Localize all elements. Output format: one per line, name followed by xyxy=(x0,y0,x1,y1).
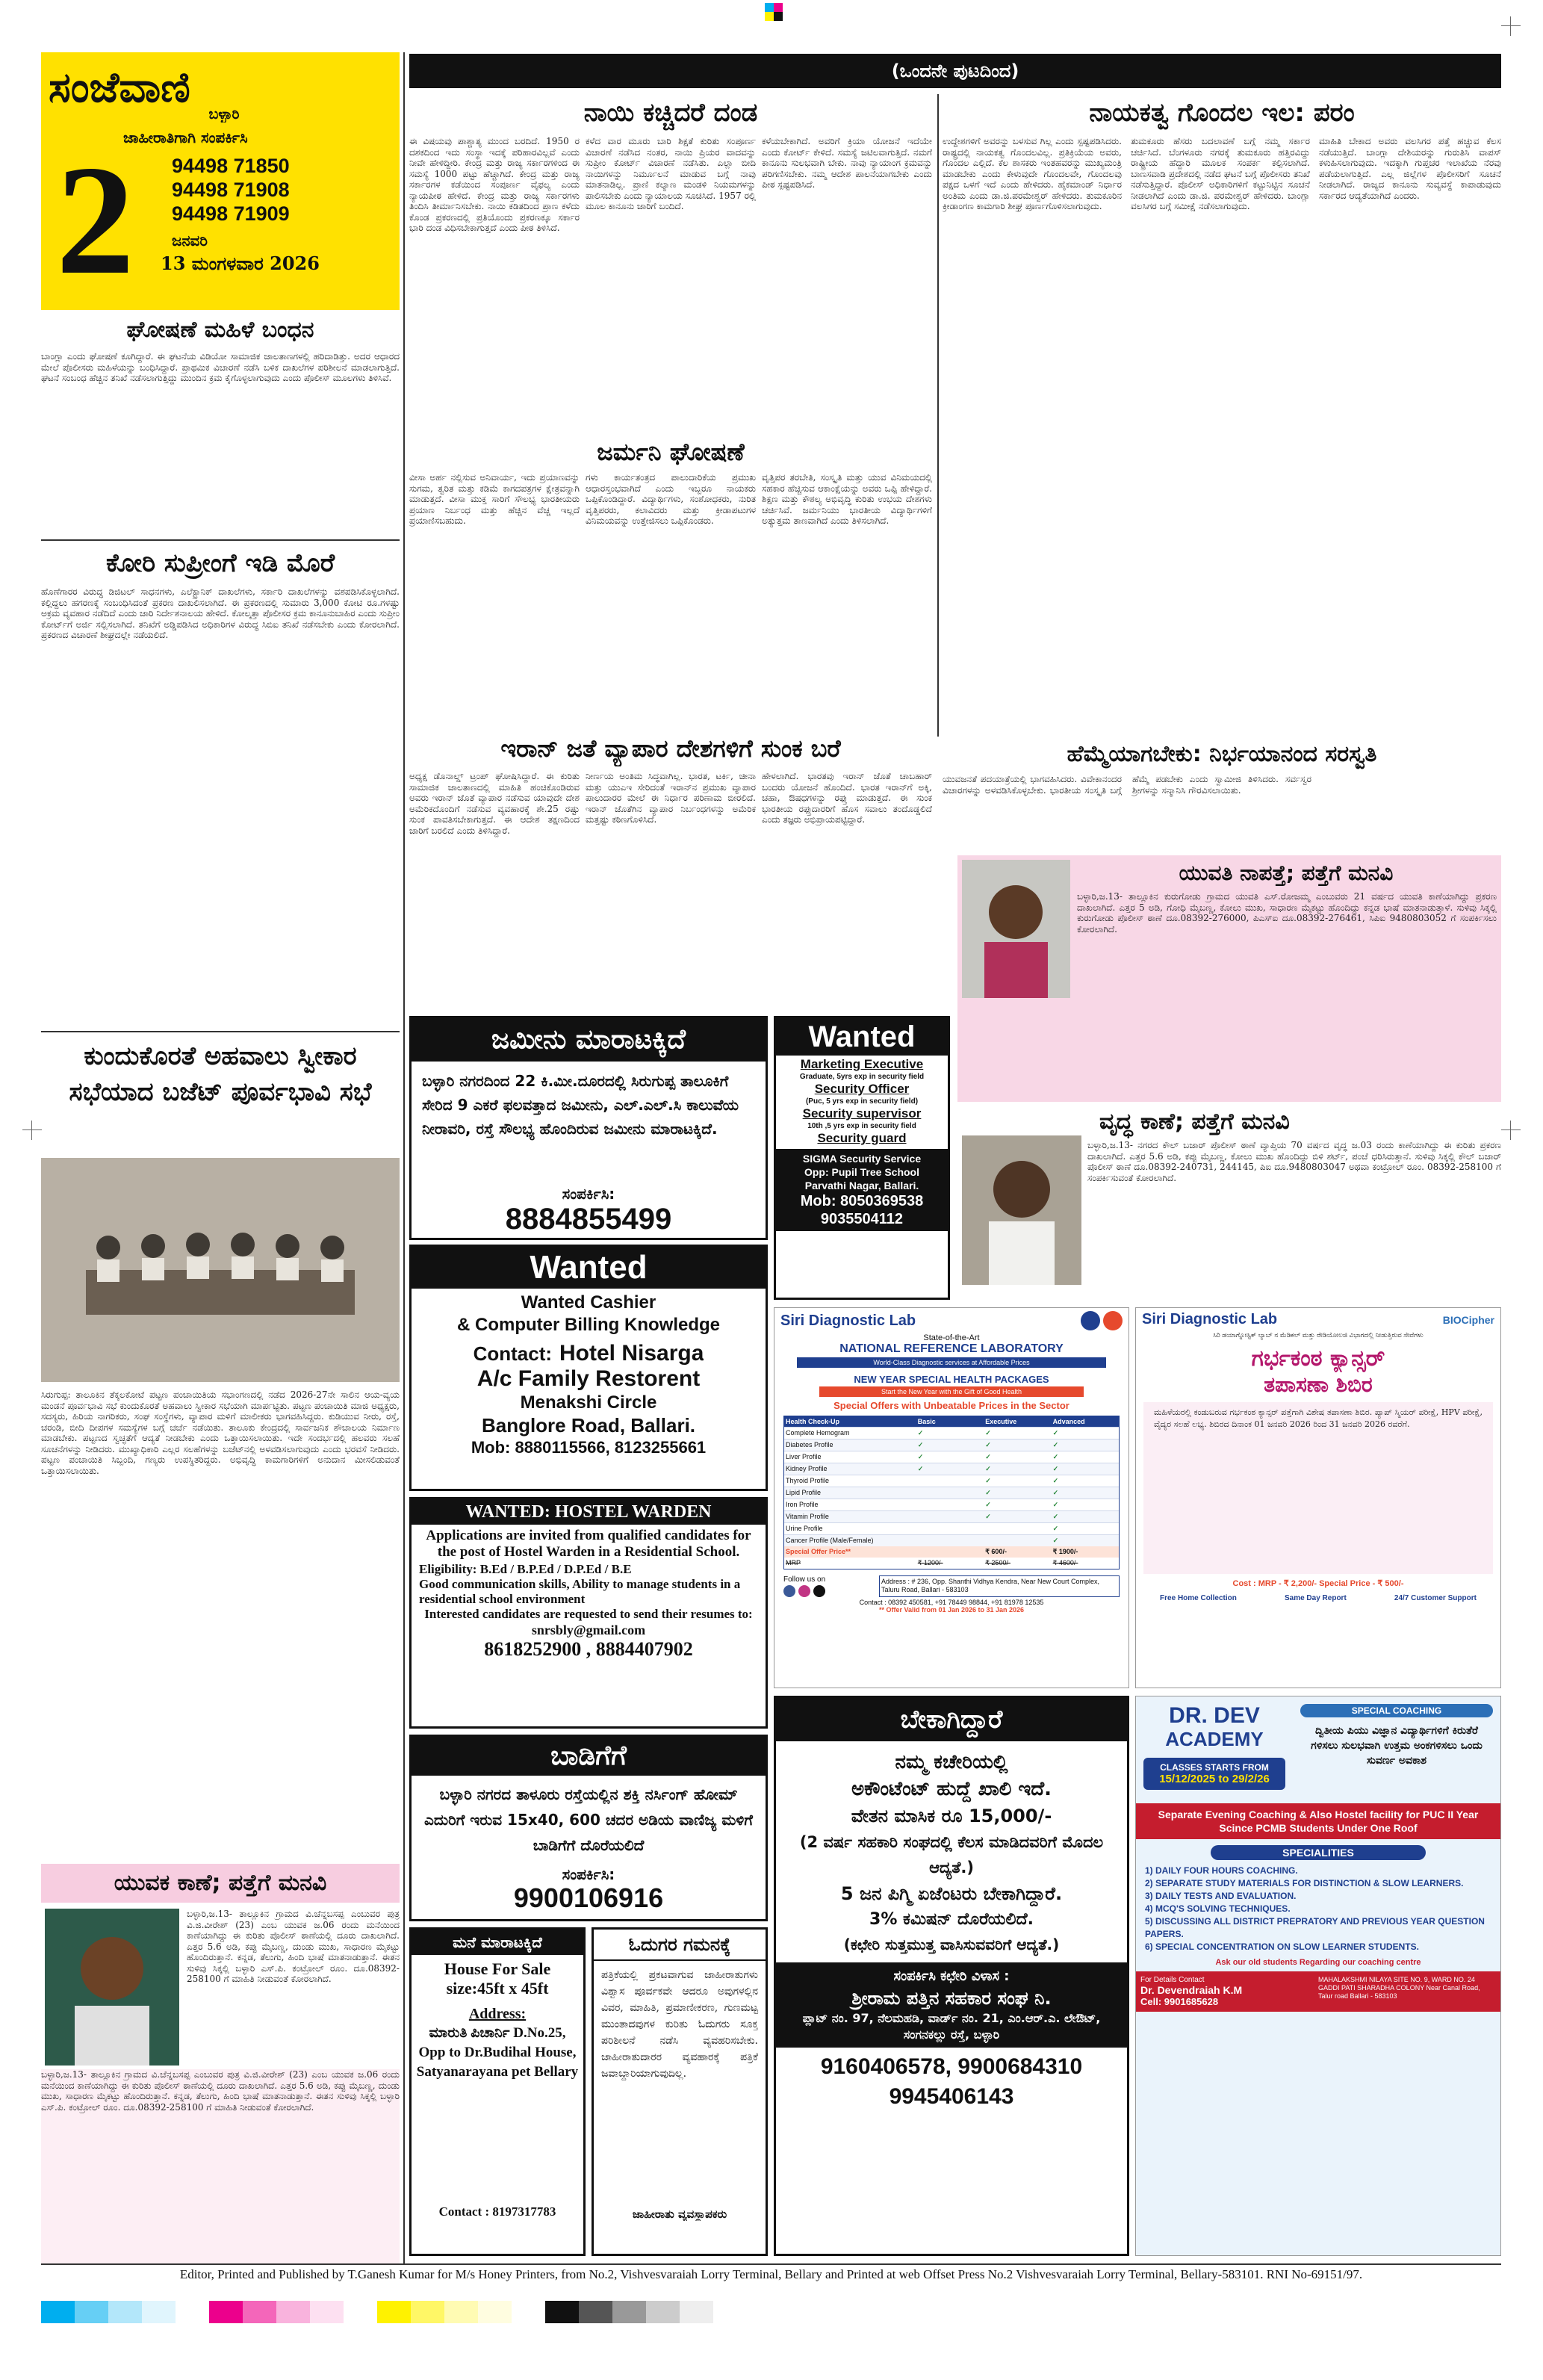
hostel-warden-phones[interactable]: 8618252900 , 8884407902 xyxy=(484,1638,693,1660)
leadership-body-3: ಮಾಹಿತಿ ಬೇಕಾದ ಅವರು ವಲಸಿಗರ ಪತ್ತೆ ಹಚ್ಚುವ ಕೆಲಸ ನಡೆಯುತ್ತಿದೆ. ಬಾಂಗ್ಲಾ ದೇಶಿಯರನ್ನು ಗುರುತಿಸಿ ವಾಪಸ್ ಕಳುಹಿಸಲಾಗುವುದು. ಇದಕ್ಕಾಗಿ ಗುಪ್ತಚರ ಇಲಾಖೆಯ ನೆರವು ಪಡೆಯಲಾಗುತ್ತಿದೆ. ಎಲ್ಲ ಜಿಲ್ಲೆಗಳ ಪೊಲೀಸರಿಗೆ ಸೂಚನೆ ನೀಡಲಾಗಿದೆ. ರಾಜ್ಯದ ಕಾನೂನು ಸುವ್ಯವಸ್ಥೆ ಕಾಪಾಡುವುದು ಸರ್ಕಾರದ ಆದ್ಯತೆಯಾಗಿದೆ ಎಂದರು. xyxy=(1319,136,1501,201)
price-advanced: ₹ 1900/- xyxy=(1052,1548,1078,1555)
imprint-footer: Editor, Printed and Published by T.Ganesh Kumar for M/s Honey Printers, from No.2, Vishvesvaraiah Lorry Terminal, Bellary and Printed at web Offset Press No.2 Vishvesvaraiah Lorry Terminal, Bellary-583101. RNI No-69151/97. xyxy=(179,2267,1363,2281)
academy-speciality-item: 6) SPECIAL CONCENTRATION ON SLOW LEARNER STUDENTS. xyxy=(1145,1942,1419,1952)
table-header-executive: Executive xyxy=(985,1418,1017,1425)
biocipher-logo: BIOCipher xyxy=(1442,1313,1494,1326)
health-table-row xyxy=(784,1439,1119,1451)
hostel-warden-body: Applications are invited from qualified candidates for the post of Hostel Warden in a Residential School. xyxy=(426,1528,751,1560)
check-icon xyxy=(916,1487,984,1499)
job-addr: ಪ್ಲಾಟ್ ನಂ. 97, ನೆಲಮಹಡಿ, ವಾರ್ಡ್ ನಂ. 21, ಎಂ.ಆರ್.ಎ. ಲೇಔಟ್, ಸಂಗನಕಲ್ಲು ರಸ್ತೆ, ಬಳ್ಳಾರಿ xyxy=(802,2011,1101,2042)
continued-banner: (ಒಂದನೇ ಪುಟದಿಂದ) xyxy=(409,54,1501,88)
academy-dates: 15/12/2025 to 29/2/26 xyxy=(1159,1773,1270,1785)
masthead-title: ಸಂಜೆವಾಣಿ xyxy=(49,63,190,112)
dog-fine-body-2: ಕಳೆದ ವಾರ ಮೂರು ಬಾರಿ ಶಿಕ್ಷತೆ ಕುರಿತು ಸಂಪೂರ್ಣ ವಿಚಾರಣೆ ನಡೆಸಿದ ನಂತರ, ನಾಯಿ ಪ್ರಿಯರ ವಾದವನ್ನು ಸುಪ್ರೀಂ ಕೋರ್ಟ್ ವಿಚಾರಣೆ ನಡೆಸಿತು. ಎಲ್ಲಾ ಬೀದಿ ನಾಯಿಗಳನ್ನು ನಿರ್ಮೂಲನೆ ಮಾಡುವ ಬಗ್ಗೆ ನಾವು ಮಾತನಾಡಿಲ್ಲ. ಪ್ರಾಣಿ ಕಲ್ಯಾಣ ಮಂಡಳಿ ನಿಯಮಗಳನ್ನು ಪಾಲಿಸಬೇಕು ಎಂದು ನ್ಯಾಯಾಲಯ ಸೂಚಿಸಿದೆ. 1957 ರಲ್ಲಿ ಮೂಲ ಕಾನೂನು ಜಾರಿಗೆ ಬಂದಿದೆ. xyxy=(586,136,756,211)
siri-health-contact[interactable]: Contact : 08392 450581, +91 78449 98844, +91 81978 12535 xyxy=(859,1599,1044,1606)
academy-title: DR. DEV xyxy=(1169,1704,1260,1728)
health-test-name: Kidney Profile xyxy=(786,1465,828,1472)
germany-body-3: ವೃತ್ತಿಪರ ತರಬೇತಿ, ಸಂಸ್ಕೃತಿ ಮತ್ತು ಯುವ ವಿನಿಮಯದಲ್ಲಿ ಸಹಕಾರ ಹೆಚ್ಚಿಸುವ ಆಕಾಂಕ್ಷೆಯನ್ನು ಅವರು ಒಪ್ಪಿ ಹೇಳಿದ್ದಾರೆ. ಶಿಕ್ಷಣ ಮತ್ತು ಕೌಶಲ್ಯ ಅಭಿವೃದ್ಧಿ ಕುರಿತು ಉಭಯ ದೇಶಗಳು ಚರ್ಚಿಸಿವೆ. ಜರ್ಮನಿಯು ಭಾರತೀಯ ವಿದ್ಯಾರ್ಥಿಗಳಿಗೆ ಅತ್ಯುತ್ತಮ ತಾಣವಾಗಿದೆ ಎಂದು ತಿಳಿಸಲಾಗಿದೆ. xyxy=(762,472,932,526)
masthead-box xyxy=(41,52,400,310)
health-test-name: Liver Profile xyxy=(786,1453,822,1460)
academy-band: Separate Evening Coaching & Also Hostel facility for PUC II Year Scince PCMB Students Under One Roof xyxy=(1136,1803,1500,1839)
check-icon xyxy=(916,1523,984,1534)
health-table-row xyxy=(784,1499,1119,1510)
job-exp: (2 ವರ್ಷ ಸಹಕಾರಿ ಸಂಘದಲ್ಲಿ ಕೆಲಸ ಮಾಡಿದವರಿಗೆ ಮೊದಲ ಆದ್ಯತೆ.) xyxy=(799,1833,1104,1877)
crop-mark-icon xyxy=(22,1121,42,1140)
check-icon: ✓ xyxy=(985,1513,991,1520)
academy-address: MAHALAKSHMI NILAYA SITE NO. 9, WARD NO. 24 GADDI PATI SHARADHA COLONY Near Canal Road, Talur road Ballari - 583103 xyxy=(1318,1976,1480,2000)
job-office-label: ಸಂಪರ್ಕಿಸಿ ಕಛೇರಿ ವಿಳಾಸ : xyxy=(893,1968,1010,1984)
wanted-cashier-line2: & Computer Billing Knowledge xyxy=(457,1315,720,1335)
check-icon: ✓ xyxy=(1052,1477,1059,1484)
x-icon[interactable] xyxy=(813,1585,825,1597)
wanted-cashier-hotel: Hotel Nisarga xyxy=(559,1341,704,1366)
hostel-warden-ad[interactable] xyxy=(409,1497,768,1729)
check-icon: ✓ xyxy=(985,1465,991,1472)
check-icon: ✓ xyxy=(1052,1537,1059,1544)
siri-cancer-cost: Cost : MRP - ₹ 2,200/- Special Price - ₹ 500/- xyxy=(1232,1579,1404,1588)
academy-doctor: Dr. Devendraiah K.M xyxy=(1140,1984,1243,1996)
health-table-row xyxy=(784,1522,1119,1534)
check-icon: ✓ xyxy=(1052,1525,1059,1532)
job-pref: (ಕಛೇರಿ ಸುತ್ತಮುತ್ತ ವಾಸಿಸುವವರಿಗೆ ಆದ್ಯತೆ.) xyxy=(843,1936,1060,1953)
security-mob2[interactable]: 9035504112 xyxy=(820,1211,904,1227)
check-icon: ✓ xyxy=(985,1501,991,1508)
check-icon: ✓ xyxy=(917,1465,924,1472)
check-icon: ✓ xyxy=(985,1489,991,1496)
health-test-name: Thyroid Profile xyxy=(786,1477,830,1484)
iran-body-1: ಅಧ್ಯಕ್ಷ ಡೊನಾಲ್ಡ್ ಟ್ರಂಪ್ ಘೋಷಿಸಿದ್ದಾರೆ. ಈ ಕುರಿತು ಸಾಮಾಜಿಕ ಜಾಲತಾಣದಲ್ಲಿ ಮಾಹಿತಿ ಹಂಚಿಕೊಂಡಿರುವ ಅವರು ಇರಾನ್ ಜೊತೆ ವ್ಯಾಪಾರ ನಡೆಸುವ ಯಾವುದೇ ದೇಶ ಅಮೆರಿಕದೊಂದಿಗೆ ನಡೆಸುವ ವ್ಯವಹಾರಕ್ಕೆ ಶೇ.25 ರಷ್ಟು ಸುಂಕ ಪಾವತಿಸಬೇಕಾಗುತ್ತದೆ. ಈ ಆದೇಶ ತಕ್ಷಣದಿಂದ ಜಾರಿಗೆ ಬರಲಿದೆ ಎಂದು ತಿಳಿಸಿದ್ದಾರೆ. xyxy=(409,771,580,836)
land-sale-ad[interactable] xyxy=(409,1016,768,1240)
job-org: ಶ್ರೀರಾಮ ಪತ್ತಿನ ಸಹಕಾರ ಸಂಘ ನಿ. xyxy=(851,1988,1052,2009)
supreme-body: ಹೊಣೆಗಾರರ ವಿರುದ್ಧ ಡಿಜಿಟಲ್ ಸಾಧನಗಳು, ಎಲೆಕ್ಟ್ರಾನಿಕ್ ದಾಖಲೆಗಳು, ಸರ್ಕಾರಿ ದಾಖಲೆಗಳನ್ನು ವಶಪಡಿಸಿಕೊಳ್ಳಲಾಗಿದೆ. ಕಲ್ಲಿದ್ದಲು ಹಗರಣಕ್ಕೆ ಸಂಬಂಧಿಸಿದಂತೆ ಪ್ರಕರಣ ದಾಖಲಿಸಲಾಗಿದೆ. ಈ ಪ್ರಕರಣದಲ್ಲಿ ಸುಮಾರು 3,000 ಕೋಟಿ ರೂ.ಗಳಷ್ಟು ಅಕ್ರಮ ವ್ಯವಹಾರ ನಡೆದಿದೆ ಎಂದು ಜಾರಿ ನಿರ್ದೇಶನಾಲಯ ಹೇಳಿದೆ. ಕೋಲ್ಕತ್ತಾ ಪೊಲೀಸರ ಕ್ರಮ ಕಾನೂನುಬಾಹಿರ ಎಂದು ಸುಪ್ರೀಂ ಕೋರ್ಟ್‌ಗೆ ಅರ್ಜಿ ಸಲ್ಲಿಸಲಾಗಿದೆ. ತನಿಖೆಗೆ ಅಡ್ಡಿಪಡಿಸಿದ ಅಧಿಕಾರಿಗಳ ವಿರುದ್ಧ ಸಿಬಿಐ ತನಿಖೆ ನಡೆಸಬೇಕು ಎಂದು ಕೋರಲಾಗಿದೆ. ಪ್ರಕರಣದ ವಿಚಾರಣೆ ಶೀಘ್ರದಲ್ಲೇ ನಡೆಯಲಿದೆ. xyxy=(41,586,400,640)
elder-photo xyxy=(962,1135,1081,1285)
security-wanted-ad[interactable] xyxy=(774,1016,950,1300)
job-commission: 3% ಕಮಿಷನ್ ದೊರೆಯಲಿದೆ. xyxy=(869,1910,1034,1929)
accountant-job-ad[interactable] xyxy=(774,1696,1129,2256)
page-number: 2 xyxy=(56,134,134,307)
check-icon xyxy=(984,1535,1051,1546)
siri-cancer-title1: ಗರ್ಭಕಂಠ ಕ್ಯಾನ್ಸರ್ xyxy=(1251,1345,1385,1372)
academy-kn1: ದ್ವಿತೀಯ ಪಿಯು ವಿಜ್ಞಾನ ವಿದ್ಯಾರ್ಥಿಗಳಿಗೆ ಕಿರುತೆರೆ ಗಳಿಸಲು ಸುಲಭವಾಗಿ ಉತ್ತಮ ಅಂಕಗಳಿಸಲು ಒಂದು ಸುವರ್ಣ ಅವಕಾಶ xyxy=(1311,1725,1483,1767)
academy-details: For Details Contact xyxy=(1140,1976,1205,1984)
leadership-headline: ನಾಯಕತ್ವ ಗೊಂದಲ ಇಲ: ಪರಂ xyxy=(1089,98,1355,128)
dog-fine-body-1: ಈ ವಿಷಯವು ಪಾಶ್ಚಾತ್ಯ ಮುಂದ ಬರದಿದೆ. 1950 ರ ದಶಕದಿಂದ ಇದು ಸಂಸ್ಥಾ ಇದಕ್ಕೆ ಪರಿಹಾರವಿಲ್ಲವೆ ಎಂದು ನೀವೇ ಹೇಳಿದ್ದೀರಿ. ಕೇಂದ್ರ ಮತ್ತು ರಾಜ್ಯ ಸರ್ಕಾರಗಳಿಂದ ಈ ಸಮಸ್ಯೆ 1000 ಪಟ್ಟು ಹೆಚ್ಚಾಗಿದೆ. ಕೇಂದ್ರ ಮತ್ತು ರಾಜ್ಯ ಸರ್ಕಾರಗಳ ಕಡೆಯಿಂದ ಸಂಪೂರ್ಣ ವೈಫಲ್ಯ ಎಂದು ನ್ಯಾಯಪೀಠ ಹೇಳಿದೆ. ಕೇಂದ್ರ ಮತ್ತು ರಾಜ್ಯ ಸರ್ಕಾರಗಳು ತಿಂದಿಸಿ ತೀರ್ಮಾನಿಸಬೇಕು. ನಾಯಿ ಕಡಿತದಿಂದ ಪ್ರಾಣ ಕಳೆದು ಕೊಂಡ ಪ್ರಕರಣದಲ್ಲಿ ಪ್ರತಿಯೊಂದು ಪ್ರಕರಣಕ್ಕೂ ಸರ್ಕಾರ ಭಾರಿ ದಂಡ ವಿಧಿಸಬೇಕಾಗುತ್ತದೆ ಎಂದು ಪೀಠ ತಿಳಿಸಿದೆ. xyxy=(409,136,580,233)
health-test-name: Lipid Profile xyxy=(786,1489,822,1496)
leadership-body-1: ಉದ್ದೇಶಗಳಿಗೆ ಅವರನ್ನು ಬಳಸುವ ಗಿಲ್ಲ ಎಂದು ಸ್ಪಷ್ಟಪಡಿಸಿದರು. ರಾಷ್ಟ್ರದಲ್ಲಿ ನಾಯಕತ್ವ ಗೊಂದಲವಿಲ್ಲ. ಪ್ರತಿಕ್ರಿಯೆಯ ಅವರು, ಗೊಂದಲ ಎಲ್ಲಿದೆ. ಕೆಲ ಶಾಸಕರು ಇಂತಹವರನ್ನು ಮುಖ್ಯಮಂತ್ರಿ ಮಾಡಬೇಕು ಎಂದು ಕೇಳುವುದೇ ಗೊಂದಲವೇ, ಗೊಂದಲವು ಪಕ್ಷದ ಒಳಗೆ ಇದೆ ಎಂದು ಹೇಳಿದರು. ಹೈಕಮಾಂಡ್ ನಿರ್ಧಾರ ಅಂತಿಮ ಎಂದು ಡಾ.ಜಿ.ಪರಮೇಶ್ವರ್ ಹೇಳಿದರು. ತುಮಕೂರಿನ ಕ್ರೀಡಾಂಗಣ ಕಾಮಗಾರಿ ಶೀಘ್ರ ಪೂರ್ಣಗೊಳಿಸಲಾಗುವುದು. xyxy=(943,136,1122,211)
youth-photo xyxy=(45,1909,179,2066)
security-role1-req: Graduate, 5yrs exp in security field xyxy=(799,1073,925,1081)
siri-health-lab: NATIONAL REFERENCE LABORATORY xyxy=(839,1342,1064,1355)
siri-health-promo: NEW YEAR SPECIAL HEALTH PACKAGES xyxy=(854,1374,1049,1385)
house-sale-title: ಮನೆ ಮಾರಾಟಕ್ಕಿದೆ xyxy=(412,1930,583,1955)
free-home-collection: Free Home Collection xyxy=(1160,1594,1237,1602)
check-icon: ✓ xyxy=(985,1477,991,1484)
elder-missing-headline: ವೃದ್ಧ ಕಾಣೆ; ಪತ್ತೆಗೆ ಮನವಿ xyxy=(1099,1109,1290,1135)
readers-note-title: ಓದುಗರ ಗಮನಕ್ಕೆ xyxy=(594,1930,766,1961)
academy-speciality-item: 3) DAILY TESTS AND EVALUATION. xyxy=(1145,1891,1297,1901)
hostel-warden-skills: Good communication skills, Ability to manage students in a residential school environment xyxy=(419,1577,741,1606)
security-role3: Security supervisor xyxy=(802,1106,922,1121)
price-basic xyxy=(916,1546,984,1558)
table-header-checkup: Health Check-Up xyxy=(786,1418,840,1425)
supreme-headline: ಕೋರಿ ಸುಪ್ರೀಂಗೆ ಇಡಿ ಮೊರೆ xyxy=(105,548,335,578)
job-phones[interactable]: 9160406578, 9900684310 xyxy=(820,2054,1083,2079)
wanted-cashier-addr1: Menakshi Circle xyxy=(520,1392,657,1413)
health-test-name: Complete Hemogram xyxy=(786,1429,850,1437)
health-table-row xyxy=(784,1510,1119,1522)
iso-icon xyxy=(1103,1311,1123,1330)
health-test-name: Cancer Profile (Male/Female) xyxy=(786,1537,874,1544)
rent-title: ಬಾಡಿಗೆಗೆ xyxy=(412,1737,766,1776)
rent-contact-label: ಸಂಪರ್ಕಿಸಿ: xyxy=(562,1865,615,1883)
wanted-cashier-contact-label: Contact: xyxy=(473,1342,553,1365)
security-role2-req: (Puc, 5 yrs exp in security field) xyxy=(805,1097,919,1106)
table-header-advanced: Advanced xyxy=(1052,1418,1085,1425)
siri-health-brand: Siri Diagnostic Lab xyxy=(780,1312,916,1329)
security-mob[interactable]: Mob: 8050369538 xyxy=(800,1193,924,1209)
house-sale-line2: size:45ft x 45ft xyxy=(446,1979,549,1998)
security-opp: Opp: Pupil Tree School xyxy=(804,1166,919,1178)
house-sale-address-label: Address: xyxy=(468,2006,527,2022)
crop-mark-icon xyxy=(1501,1121,1521,1140)
siri-health-address: Address : # 236, Opp. Shanthi Vidhya Kendra, Near New Court Complex, Taluru Road, Ballari - 583103 xyxy=(879,1575,1120,1597)
check-icon: ✓ xyxy=(1052,1441,1059,1448)
security-role1: Marketing Executive xyxy=(800,1057,924,1071)
house-sale-contact[interactable]: Contact : 8197317783 xyxy=(438,2204,556,2219)
ad-phone-3[interactable]: 94498 71909 xyxy=(172,202,290,225)
hostel-warden-title: WANTED: HOSTEL WARDEN xyxy=(412,1499,766,1525)
iran-body-2: ನೀರ್ಣಯ ಅಂತಿಮ ಸಿದ್ಧವಾಗಿಲ್ಲ. ಭಾರತ, ಟರ್ಕಿ, ಚೀನಾ ಮತ್ತು ಯುಎಇ ಸೇರಿದಂತೆ ಇರಾನ್‌ನ ಪ್ರಮುಖ ವ್ಯಾಪಾರ ಪಾಲುದಾರರ ಮೇಲೆ ಈ ನಿರ್ಧಾರ ಪರಿಣಾಮ ಬೀರಲಿದೆ. ಇರಾನ್ ಜೊತೆಗಿನ ವ್ಯಾಪಾರ ನಿರ್ಬಂಧಗಳನ್ನು ಅಮೆರಿಕ ಮತ್ತಷ್ಟು ಕಠಿಣಗೊಳಿಸಿದೆ. xyxy=(586,771,756,825)
job-agents: 5 ಜನ ಪಿಗ್ಮಿ ಏಜೆಂಟರು ಬೇಕಾಗಿದ್ದಾರೆ. xyxy=(840,1883,1063,1904)
health-table-row xyxy=(784,1534,1119,1546)
health-table-row xyxy=(784,1451,1119,1463)
job-title: ಬೇಕಾಗಿದ್ದಾರೆ xyxy=(776,1698,1127,1741)
girl-missing-headline: ಯುವತಿ ನಾಪತ್ತೆ; ಪತ್ತೆಗೆ ಮನವಿ xyxy=(1179,861,1394,885)
hostel-warden-resume: Interested candidates are requested to send their resumes to: xyxy=(424,1607,753,1621)
siri-health-follow: Follow us on xyxy=(783,1575,826,1584)
academy-ask: Ask our old students Regarding our coaching centre xyxy=(1215,1958,1421,1967)
youth-missing-body-a: ಬಳ್ಳಾರಿ,ಜ.13- ತಾಲ್ಲೂಕಿನ ಗ್ರಾಮದ ವಿ.ಚೆನ್ನಬಸಪ್ಪ ಎಂಬುವರ ಪುತ್ರ ವಿ.ಜಿ.ವೀರೇಶ್ (23) ಎಂಬ ಯುವಕ ಜ.06 ರಂದು ಮನೆಯಿಂದ ಕಾಣೆಯಾಗಿದ್ದು ಈ ಕುರಿತು ಪೊಲೀಸ್ ಠಾಣೆಯಲ್ಲಿ ದೂರು ದಾಖಲಾಗಿದೆ. ಎತ್ತರ 5.6 ಅಡಿ, ಕಪ್ಪು ಮೈಬಣ್ಣ, ದುಂಡು ಮುಖ, ಸಾಧಾರಣ ಮೈಕಟ್ಟು ಹೊಂದಿರುತ್ತಾನೆ. ಕನ್ನಡ, ತೆಲುಗು, ಹಿಂದಿ ಭಾಷೆ ಮಾತನಾಡುತ್ತಾನೆ. ಈತನ ಸುಳಿವು ಸಿಕ್ಕಲ್ಲಿ ಬಳ್ಳಾರಿ ಎಸ್.ಪಿ. ಕಂಟ್ರೋಲ್ ರೂಂ. ದೂ.08392-258100 ಗೆ ಮಾಹಿತಿ ನೀಡುವಂತೆ ಕೋರಲಾಗಿದೆ. xyxy=(187,1909,400,1984)
price-executive: ₹ 600/- xyxy=(985,1548,1007,1555)
instagram-icon[interactable] xyxy=(798,1585,810,1597)
dog-fine-body-3: ಕಳೆಯಬೇಕಾಗಿದೆ. ಅವರಿಗೆ ಕ್ರಿಯಾ ಯೋಜನೆ ಇದೆಯೇ ಎಂದು ಕೋರ್ಟ್ ಕೇಳಿದೆ. ಸಮಸ್ಯೆ ಜಟಿಲವಾಗುತ್ತಿದೆ. ನಮಗೆ ಕಾನೂನು ಸುಲಭವಾಗಿ ಬೇಕು. ನಾವು ನ್ಯಾಯಾಂಗ ಕ್ರಮವನ್ನು ಪರಿಗಣಿಸಬೇಕು. ನಮ್ಮ ಆದೇಶ ಪಾಲನೆಯಾಗಬೇಕು ಎಂದು ಪೀಠ ಸ್ಪಷ್ಟಪಡಿಸಿದೆ. xyxy=(762,136,932,190)
announcement-headline: ಘೋಷಣೆ ಮಹಿಳೆ ಬಂಧನ xyxy=(126,317,314,343)
mrp-executive: ₹ 2500/- xyxy=(985,1559,1010,1566)
iran-body-3: ಹೇಳಲಾಗಿದೆ. ಭಾರತವು ಇರಾನ್ ಜೊತೆ ಚಾಬಹಾರ್ ಬಂದರು ಯೋಜನೆ ಹೊಂದಿದೆ. ಭಾರತ ಇರಾನ್‌ಗೆ ಅಕ್ಕಿ, ಚಹಾ, ಔಷಧಗಳನ್ನು ರಫ್ತು ಮಾಡುತ್ತದೆ. ಈ ಸುಂಕ ಭಾರತೀಯ ರಫ್ತುದಾರರಿಗೆ ಹೊಸ ಸವಾಲು ತಂದೊಡ್ಡಲಿದೆ ಎಂದು ತಜ್ಞರು ಅಭಿಪ್ರಾಯಪಟ್ಟಿದ್ದಾರೆ. xyxy=(762,771,932,825)
house-sale-ad[interactable] xyxy=(409,1927,586,2256)
security-company: SIGMA Security Service xyxy=(802,1153,922,1165)
masthead-city: ಬಳ್ಳಾರಿ xyxy=(208,106,240,123)
security-role2: Security Officer xyxy=(814,1082,910,1096)
siri-cancer-title2: ತಪಾಸಣಾ ಶಿಬಿರ xyxy=(1264,1372,1373,1397)
siri-health-ad[interactable] xyxy=(774,1307,1129,1688)
budget-headline: ಕುಂದುಕೊರತೆ ಅಹವಾಲು ಸ್ವೀಕಾರ ಸಭೆಯಾದ ಬಜೆಟ್ ಪೂರ್ವಭಾವಿ ಸಭೆ xyxy=(69,1041,372,1107)
cmyk-register-mark xyxy=(765,3,783,21)
house-sale-address: ಮಾರುತಿ ಪಿಚಾರ್ನಿ D.No.25, Opp to Dr.Budihal House, Satyanarayana pet Bellary xyxy=(416,2025,579,2080)
readers-note-box xyxy=(592,1927,768,2256)
security-title: Wanted xyxy=(776,1018,948,1056)
check-icon: ✓ xyxy=(1052,1489,1059,1496)
readers-note-body: ಪತ್ರಿಕೆಯಲ್ಲಿ ಪ್ರಕಟವಾಗುವ ಜಾಹೀರಾತುಗಳು ವಿಶ್ವಾಸ ಪೂರ್ವಕವೇ ಆದರೂ ಅವುಗಳಲ್ಲಿನ ವಿವರ, ಮಾಹಿತಿ, ಪ್ರಮಾಣೀಕರಣ, ಗುಣಮಟ್ಟ ಮುಂತಾದವುಗಳ ಕುರಿತು ಓದುಗರು ಸೂಕ್ತ ಪರಿಶೀಲನೆ ನಡೆಸಿ ವ್ಯವಹರಿಸಬೇಕು. ಜಾಹೀರಾತುದಾರರ ವ್ಯವಹಾರಕ್ಕೆ ಪತ್ರಿಕೆ ಜವಾಬ್ದಾರಿಯಾಗುವುದಿಲ್ಲ. xyxy=(601,1969,758,2080)
health-test-name: Iron Profile xyxy=(786,1501,819,1508)
health-test-name: Urine Profile xyxy=(786,1525,823,1532)
siri-health-tag: State-of-the-Art xyxy=(923,1333,980,1342)
check-icon xyxy=(916,1511,984,1522)
health-table-row xyxy=(784,1427,1119,1439)
land-sale-body: ಬಳ್ಳಾರಿ ನಗರದಿಂದ 22 ಕಿ.ಮೀ.ದೂರದಲ್ಲಿ ಸಿರುಗುಪ್ಪ ತಾಲೂಕಿಗೆ ಸೇರಿದ 9 ಎಕರೆ ಫಲವತ್ತಾದ ಜಮೀನು, ಎಲ್.ಎಲ್.ಸಿ ಕಾಲುವೆಯ ನೀರಾವರಿ, ರಸ್ತೆ ಸೌಲಭ್ಯ ಹೊಂದಿರುವ ಜಮೀನು ಮಾರಾಟಕ್ಕಿದೆ. xyxy=(422,1072,739,1138)
academy-speciality-item: 1) DAILY FOUR HOURS COACHING. xyxy=(1145,1865,1298,1876)
iran-headline: ಇರಾನ್ ಜತೆ ವ್ಯಾಪಾರ ದೇಶಗಳಿಗೆ ಸುಂಕ ಬರೆ xyxy=(500,734,841,763)
facebook-icon[interactable] xyxy=(783,1585,795,1597)
health-table-row xyxy=(784,1475,1119,1487)
siri-cancer-body: ಮಹಿಳೆಯರಲ್ಲಿ ಕಂಡುಬರುವ ಗರ್ಭಕಂಠ ಕ್ಯಾನ್ಸರ್ ಪತ್ತೆಗಾಗಿ ವಿಶೇಷ ತಪಾಸಣಾ ಶಿಬಿರ. ಪ್ಯಾಪ್ ಸ್ಮಿಯರ್ ಪರೀಕ್ಷೆ, HPV ಪರೀಕ್ಷೆ, ವೈದ್ಯರ ಸಲಹೆ ಲಭ್ಯ. ಶಿಬಿರದ ದಿನಾಂಕ 01 ಜನವರಿ 2026 ರಿಂದ 31 ಜನವರಿ 2026 ರವರೆಗೆ. xyxy=(1143,1402,1493,1574)
girl-missing-box xyxy=(957,855,1501,1102)
check-icon: ✓ xyxy=(917,1429,924,1437)
table-header-basic: Basic xyxy=(917,1418,936,1425)
check-icon: ✓ xyxy=(1052,1453,1059,1460)
academy-speciality-item: 2) SEPARATE STUDY MATERIALS FOR DISTINCTION & SLOW LEARNERS. xyxy=(1145,1878,1464,1888)
wanted-cashier-line1: Wanted Cashier xyxy=(521,1292,656,1313)
security-addr: Parvathi Nagar, Ballari. xyxy=(804,1180,919,1191)
check-icon: ✓ xyxy=(985,1453,991,1460)
job-line1: ನಮ್ಮ ಕಚೇರಿಯಲ್ಲಿ xyxy=(895,1751,1008,1773)
check-icon: ✓ xyxy=(1052,1501,1059,1508)
wanted-cashier-addr2: Banglore Road, Ballari. xyxy=(481,1414,696,1437)
masthead-date: 13 ಮಂಗಳವಾರ 2026 xyxy=(161,252,320,274)
masthead-month: ಜನವರಿ xyxy=(172,232,208,250)
academy-cell[interactable]: Cell: 9901685628 xyxy=(1140,1996,1219,2007)
ad-phone-2[interactable]: 94498 71908 xyxy=(172,179,290,201)
girl-missing-body: ಬಳ್ಳಾರಿ,ಜ.13- ತಾಲ್ಲೂಕಿನ ಕುರುಗೋಡು ಗ್ರಾಮದ ಯುವತಿ ಎಸ್.ರೋಜಮ್ಮ ಎಂಬುವರು 21 ವರ್ಷದ ಯುವತಿ ಕಾಣೆಯಾಗಿದ್ದು ಪ್ರಕರಣ ದಾಖಲಾಗಿದೆ. ಎತ್ತರ 5 ಅಡಿ, ಗೋಧಿ ಮೈಬಣ್ಣ, ಕೋಲು ಮುಖ, ಸಾಧಾರಣ ಮೈಕಟ್ಟು ಹೊಂದಿದ್ದು ಕನ್ನಡ ಭಾಷೆ ಮಾತನಾಡುತ್ತಾಳೆ. ಸುಳಿವು ಸಿಕ್ಕಲ್ಲಿ ಕುರುಗೋಡು ಪೊಲೀಸ್ ಠಾಣೆ ದೂ.08392-276000, ಪಿಎಸ್‌ಐ ದೂ.08392-276461, ಸಿಪಿಐ 9480803052 ಗೆ ಸಂಪರ್ಕಿಸಲು ಕೋರಲಾಗಿದೆ. xyxy=(1077,891,1497,935)
health-table-row xyxy=(784,1463,1119,1475)
hostel-warden-eligibility: Eligibility: B.Ed / B.P.Ed / D.P.Ed / B.E xyxy=(419,1562,632,1576)
land-sale-phone[interactable]: 8884855499 xyxy=(505,1203,672,1236)
job-line2: ಅಕೌಂಟೆಂಟ್ ಹುದ್ದೆ ಖಾಲಿ ಇದೆ. xyxy=(851,1778,1052,1800)
mrp-basic: ₹ 1200/- xyxy=(917,1559,943,1566)
academy-speciality-item: 4) MCQ'S SOLVING TECHNIQUES. xyxy=(1145,1903,1291,1914)
academy-special: SPECIAL COACHING xyxy=(1300,1704,1493,1717)
germany-body-1: ವೀಸಾ ಅರ್ಹ ನಲ್ಲಿಸುವ ಅನಿವಾರ್ಯ, ಇದು ಪ್ರಯಾಣವನ್ನು ಸುಗಮ, ತ್ವರಿತ ಮತ್ತು ಕಡಿಮೆ ಕಾಗದಪತ್ರಗಳ ಕ್ಷೇತ್ರವನ್ನಾಗಿ ಮಾಡುತ್ತದೆ. ವೀಸಾ ಮುಕ್ತ ಸಾರಿಗೆ ಸೌಲಭ್ಯ ಭಾರತೀಯರು ಪ್ರಯಾಣ ನಿರ್ಬಂಧ ಮತ್ತು ಹೆಚ್ಚಿನ ವೆಚ್ಚ ಇಲ್ಲದೆ ಪ್ರಯಾಣಿಸಬಹುದು. xyxy=(409,472,580,526)
check-icon xyxy=(916,1475,984,1487)
check-icon: ✓ xyxy=(917,1441,924,1448)
readers-note-sign: ಜಾಹೀರಾತು ವ್ಯವಸ್ಥಾಪಕರು xyxy=(632,2207,727,2221)
check-icon: ✓ xyxy=(1052,1513,1059,1520)
academy-speciality-item: 5) DISCUSSING ALL DISTRICT PREPRATORY AND PREVIOUS YEAR QUESTION PAPERS. xyxy=(1145,1916,1485,1939)
nirbhaya-headline: ಹೆಮ್ಮೆಯಾಗಬೇಕು: ನಿರ್ಭಯಾನಂದ ಸರಸ್ವತಿ xyxy=(1067,741,1377,767)
siri-health-offers: Special Offers with Unbeatable Prices in the Sector xyxy=(833,1400,1069,1411)
security-role3-req: 10th ,5 yrs exp in security field xyxy=(807,1122,916,1130)
dog-fine-headline: ನಾಯಿ ಕಚ್ಚಿದರೆ ದಂಡ xyxy=(583,98,758,128)
siri-cancer-ad[interactable] xyxy=(1135,1307,1501,1688)
leadership-body-2: ತುಮಕೂರು ಹೆಸರು ಬದಲಾವಣೆ ಬಗ್ಗೆ ನಮ್ಮ ಸರ್ಕಾರ ಚರ್ಚಿಸಿದೆ. ಬೆಂಗಳೂರು ನಗರಕ್ಕೆ ತುಮಕೂರು ಹತ್ತಿರವಿದ್ದು ರಾಷ್ಟ್ರೀಯ ಹೆದ್ದಾರಿ ಮೂಲಕ ಸಂಪರ್ಕ ಕಲ್ಪಿಸಲಾಗಿದೆ. ಬಾಣಸವಾಡಿ ಪ್ರದೇಶದಲ್ಲಿ ನಡೆದ ಘಟನೆ ಬಗ್ಗೆ ಪೊಲೀಸರು ತನಿಖೆ ನಡೆಸುತ್ತಿದ್ದಾರೆ. ಪೊಲೀಸ್ ಅಧಿಕಾರಿಗಳಿಗೆ ಕಟ್ಟುನಿಟ್ಟಿನ ಸೂಚನೆ ನೀಡಲಾಗಿದೆ ಎಂದು ಡಾ.ಜಿ. ಪರಮೇಶ್ವರ್ ಹೇಳಿದರು. ಬಾಂಗ್ಲಾ ವಲಸಿಗರ ಬಗ್ಗೆ ಸಮೀಕ್ಷೆ ನಡೆಸಲಾಗುವುದು. xyxy=(1131,136,1310,211)
girl-photo xyxy=(962,860,1070,998)
wanted-cashier-ad[interactable] xyxy=(409,1245,768,1491)
germany-headline: ಜರ್ಮನಿ ಘೋಷಣೆ xyxy=(597,438,745,466)
siri-cancer-brand: Siri Diagnostic Lab xyxy=(1142,1311,1278,1327)
elder-missing-body: ಬಳ್ಳಾರಿ,ಜ.13- ನಗರದ ಕೌಲ್ ಬಜಾರ್ ಪೊಲೀಸ್ ಠಾಣೆ ವ್ಯಾಪ್ತಿಯ 70 ವರ್ಷದ ವೃದ್ಧ ಜ.03 ರಂದು ಕಾಣೆಯಾಗಿದ್ದು ಈ ಕುರಿತು ಪ್ರಕರಣ ದಾಖಲಾಗಿದೆ. ಎತ್ತರ 5.6 ಅಡಿ, ಕಪ್ಪು ಮೈಬಣ್ಣ, ಕೋಲು ಮುಖ ಹೊಂದಿದ್ದು ಬಿಳಿ ಶರ್ಟ್, ಪಂಚೆ ಧರಿಸಿರುತ್ತಾನೆ. ಸುಳಿವು ಸಿಕ್ಕಲ್ಲಿ ಕೌಲ್ ಬಜಾರ್ ಪೊಲೀಸ್ ಠಾಣೆ ದೂ.08392-240731, 244145, ಪಿಐ ದೂ.9480803047 ಅಥವಾ ಕಂಟ್ರೋಲ್ ರೂಂ. 08392-258100 ಗೆ ಸಂಪರ್ಕಿಸುವಂತೆ ಕೋರಲಾಗಿದೆ. xyxy=(1087,1140,1501,1183)
youth-missing-body-b: ಬಳ್ಳಾರಿ,ಜ.13- ತಾಲ್ಲೂಕಿನ ಗ್ರಾಮದ ವಿ.ಚೆನ್ನಬಸಪ್ಪ ಎಂಬುವರ ಪುತ್ರ ವಿ.ಜಿ.ವೀರೇಶ್ (23) ಎಂಬ ಯುವಕ ಜ.06 ರಂದು ಮನೆಯಿಂದ ಕಾಣೆಯಾಗಿದ್ದು ಈ ಕುರಿತು ಪೊಲೀಸ್ ಠಾಣೆಯಲ್ಲಿ ದೂರು ದಾಖಲಾಗಿದೆ. ಎತ್ತರ 5.6 ಅಡಿ, ಕಪ್ಪು ಮೈಬಣ್ಣ, ದುಂಡು ಮುಖ, ಸಾಧಾರಣ ಮೈಕಟ್ಟು ಹೊಂದಿರುತ್ತಾನೆ. ಕನ್ನಡ, ತೆಲುಗು, ಹಿಂದಿ ಭಾಷೆ ಮಾತನಾಡುತ್ತಾನೆ. ಈತನ ಸುಳಿವು ಸಿಕ್ಕಲ್ಲಿ ಬಳ್ಳಾರಿ ಎಸ್.ಪಿ. ಕಂಟ್ರೋಲ್ ರೂಂ. ದೂ.08392-258100 ಗೆ ಮಾಹಿತಿ ನೀಡುವಂತೆ ಕೋರಲಾಗಿದೆ. xyxy=(41,2069,400,2263)
germany-body-2: ಗಳು ಕಾರ್ಯತಂತ್ರದ ಪಾಲುದಾರಿಕೆಯ ಪ್ರಮುಖ ಆಧಾರಸ್ತಂಭವಾಗಿದೆ ಎಂದು ಇಬ್ಬರೂ ನಾಯಕರು ಒಪ್ಪಿಕೊಂಡಿದ್ದಾರೆ. ವಿದ್ಯಾರ್ಥಿಗಳು, ಸಂಶೋಧಕರು, ನುರಿತ ವೃತ್ತಿಪರರು, ಕಲಾವಿದರು ಮತ್ತು ಕ್ರೀಡಾಪಟುಗಳ ವಿನಿಮಯವನ್ನು ಉತ್ತೇಜಿಸಲು ಒಪ್ಪಿಕೊಂಡರು. xyxy=(586,472,756,526)
mrp-label: MRP xyxy=(786,1559,801,1566)
check-icon: ✓ xyxy=(917,1453,924,1460)
check-icon xyxy=(916,1535,984,1546)
color-calibration-strip xyxy=(41,2301,713,2323)
nirbhaya-body: ಯುವಜನತೆ ಪದಯಾತ್ರೆಯಲ್ಲಿ ಭಾಗವಹಿಸಿದರು. ವಿವೇಕಾನಂದರ ವಿಚಾರಗಳನ್ನು ಅಳವಡಿಸಿಕೊಳ್ಳಬೇಕು. ಭಾರತೀಯ ಸಂಸ್ಕೃತಿ ಬಗ್ಗೆ ಹೆಮ್ಮೆ ಪಡಬೇಕು ಎಂದು ಸ್ವಾಮೀಜಿ ತಿಳಿಸಿದರು. ಸರ್ವಸ್ವರ ಶ್ರೀಗಳನ್ನು ಸನ್ಮಾನಿಸಿ ಗೌರವಿಸಲಾಯಿತು. xyxy=(943,774,1311,796)
check-icon xyxy=(984,1523,1051,1534)
youth-missing-headline: ಯುವಕ ಕಾಣೆ; ಪತ್ತೆಗೆ ಮನವಿ xyxy=(114,1870,327,1896)
house-sale-line1: House For Sale xyxy=(444,1959,551,1978)
rent-phone[interactable]: 9900106916 xyxy=(513,1883,664,1913)
health-table-row xyxy=(784,1487,1119,1499)
budget-body: ಸಿರುಗುಪ್ಪ: ತಾಲೂಕಿನ ತೆಕ್ಕಲಕೋಟೆ ಪಟ್ಟಣ ಪಂಚಾಯಿತಿಯ ಸಭಾಂಗಣದಲ್ಲಿ ನಡೆದ 2026-27ನೇ ಸಾಲಿನ ಆಯ-ವ್ಯಯ ಮಂಡನೆ ಪೂರ್ವಭಾವಿ ಸಭೆ ಕುಂದುಕೊರತೆ ಅಹವಾಲು ಸ್ವೀಕಾರ ಸಭೆಯಾಗಿ ಮಾರ್ಪಟ್ಟಿತು. ಪಟ್ಟಣ ಪಂಚಾಯಿತಿ ಮಾಜಿ ಅಧ್ಯಕ್ಷರು, ಸದಸ್ಯರು, ಹಿರಿಯ ನಾಗರಿಕರು, ಸಂಘ ಸಂಸ್ಥೆಗಳು, ವ್ಯಾಪಾರ ಮಳಿಗೆ ಮಾಲೀಕರು ಭಾಗವಹಿಸಿದ್ದರು. ಕುಡಿಯುವ ನೀರು, ರಸ್ತೆ, ಚರಂಡಿ, ಬೀದಿ ದೀಪಗಳ ಸಮಸ್ಯೆಗಳ ಬಗ್ಗೆ ಚರ್ಚೆ ನಡೆಯಿತು. ತಾಲೂಕು ಕೇಂದ್ರದಲ್ಲಿ ಸಾರ್ವಜನಿಕ ಶೌಚಾಲಯ ನಿರ್ಮಾಣ ಮಾಡಬೇಕು. ಪಟ್ಟಣದ ಸ್ವಚ್ಛತೆಗೆ ಆದ್ಯತೆ ನೀಡಬೇಕು ಎಂದು ಒತ್ತಾಯಿಸಲಾಯಿತು. ಇದೇ ಸಂದರ್ಭದಲ್ಲಿ ಹಲವರು ಸಲಹೆ ಸೂಚನೆಗಳನ್ನು ನೀಡಿದರು. ಮುಖ್ಯಾಧಿಕಾರಿ ಎಲ್ಲರ ಸಲಹೆಗಳನ್ನು ಬಜೆಟ್‌ನಲ್ಲಿ ಅಳವಡಿಸಲಾಗುವುದು ಎಂದು ಭರವಸೆ ನೀಡಿದರು. ಪಟ್ಟಣ ಪಂಚಾಯಿತಿ ಸಿಬ್ಬಂದಿ, ಗಣ್ಯರು ಉಪಸ್ಥಿತರಿದ್ದರು. ಅಭಿವೃದ್ಧಿ ಕಾಮಗಾರಿಗಳಿಗೆ ಅನುದಾನ ಮೀಸಲಿಡುವಂತೆ ಒತ್ತಾಯಿಸಲಾಯಿತು. xyxy=(41,1389,400,1476)
ad-phone-1[interactable]: 94498 71850 xyxy=(172,155,290,177)
hostel-warden-email[interactable]: snrsbly@gmail.com xyxy=(531,1623,646,1637)
wanted-cashier-mob[interactable]: Mob: 8880115566, 8123255661 xyxy=(471,1438,707,1457)
job-salary: ವೇತನ ಮಾಸಿಕ ರೂ 15,000/- xyxy=(851,1806,1052,1826)
ad-contact-label: ಜಾಹೀರಾತಿಗಾಗಿ ಸಂಪರ್ಕಿಸಿ xyxy=(123,128,248,146)
crop-mark-icon xyxy=(1501,16,1521,36)
check-icon: ✓ xyxy=(1052,1429,1059,1437)
youth-missing-header xyxy=(41,1864,400,1903)
accreditation-icon xyxy=(1081,1311,1100,1330)
check-icon: ✓ xyxy=(985,1441,991,1448)
announcement-body: ಬಾಂಗ್ಲಾ ಎಂದು ಘೋಷಣೆ ಕೂಗಿದ್ದಾರೆ. ಈ ಘಟನೆಯ ವಿಡಿಯೋ ಸಾಮಾಜಿಕ ಜಾಲತಾಣಗಳಲ್ಲಿ ಹರಿದಾಡಿತ್ತು. ಅದರ ಆಧಾರದ ಮೇಲೆ ಪೊಲೀಸರು ಮಹಿಳೆಯನ್ನು ಬಂಧಿಸಿದ್ದಾರೆ. ಪ್ರಾಥಮಿಕ ವಿಚಾರಣೆ ನಡೆಸಿ ಬಳಿಕ ದಾಖಲೆಗಳ ಪರಿಶೀಲನೆ ಮಾಡಲಾಗುತ್ತಿದೆ. ಘಟನೆ ಸಂಬಂಧ ಹೆಚ್ಚಿನ ತನಿಖೆ ನಡೆಸಲಾಗುತ್ತಿದ್ದು ಮುಂದಿನ ಕ್ರಮ ಕೈಗೊಳ್ಳಲಾಗುವುದು ಎಂದು ಪೊಲೀಸ್ ಮೂಲಗಳು ತಿಳಿಸಿವೆ. xyxy=(41,351,400,383)
rent-ad[interactable] xyxy=(409,1735,768,1921)
customer-support: 24/7 Customer Support xyxy=(1394,1594,1477,1602)
siri-health-sub: World-Class Diagnostic services at Affordable Prices xyxy=(797,1357,1106,1368)
siri-health-validity: ** Offer Valid from 01 Jan 2026 to 31 Jan 2026 xyxy=(878,1606,1025,1614)
rent-body: ಬಳ್ಳಾರಿ ನಗರದ ತಾಳೂರು ರಸ್ತೆಯಲ್ಲಿನ ಶಕ್ತಿ ನರ್ಸಿಂಗ್ ಹೋಮ್ ಎದುರಿಗೆ ಇರುವ 15x40, 600 ಚದರ ಅಡಿಯ ವಾಣಿಜ್ಯ ಮಳಿಗೆ ಬಾಡಿಗೆಗೆ ದೊರೆಯಲಿದೆ xyxy=(424,1785,753,1854)
academy-spec-label: SPECIALITIES xyxy=(1211,1845,1426,1860)
mrp-advanced: ₹ 4600/- xyxy=(1052,1559,1078,1566)
job-phone3[interactable]: 9945406143 xyxy=(889,2084,1014,2109)
siri-health-promo-sub: Start the New Year with the Gift of Good Health xyxy=(819,1386,1084,1397)
siri-cancer-intro: ಸಿರಿ ಡಯಾಗ್ನೋಸ್ಟಿಕ್ ಲ್ಯಾಬ್ ನ ಮೆಡಿಕಲ್ ಮತ್ತು ರೇಡಿಯೋಲಜಿ ವಿಭಾಗದಲ್ಲಿ ನೀಡುತ್ತಿರುವ ಸೇವೆಗಳು xyxy=(1213,1331,1424,1339)
meeting-photo xyxy=(41,1158,400,1382)
land-sale-contact-label: ಸಂಪರ್ಕಿಸಿ: xyxy=(562,1185,615,1203)
academy-title2: ACADEMY xyxy=(1165,1728,1264,1750)
special-price-label: Special Offer Price** xyxy=(786,1548,851,1555)
same-day-report: Same Day Report xyxy=(1284,1594,1347,1602)
check-icon: ✓ xyxy=(1052,1465,1059,1472)
academy-classes: CLASSES STARTS FROM xyxy=(1160,1762,1269,1773)
wanted-cashier-title: Wanted xyxy=(412,1247,766,1289)
check-icon: ✓ xyxy=(985,1429,991,1437)
dr-dev-academy-ad[interactable] xyxy=(1135,1696,1501,2256)
check-icon xyxy=(916,1499,984,1510)
wanted-cashier-hotel2: A/c Family Restorent xyxy=(476,1366,701,1391)
health-test-name: Vitamin Profile xyxy=(786,1513,829,1520)
health-test-name: Diabetes Profile xyxy=(786,1441,833,1448)
security-role4: Security guard xyxy=(817,1131,907,1145)
land-sale-title: ಜಮೀನು ಮಾರಾಟಕ್ಕಿದೆ xyxy=(412,1018,766,1062)
